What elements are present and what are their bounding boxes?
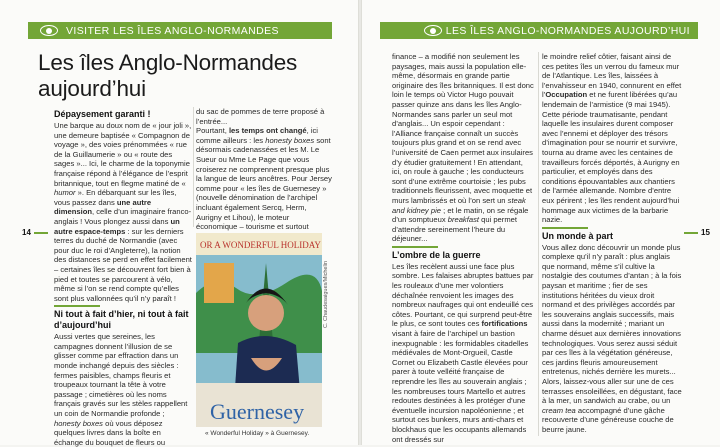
eye-icon <box>424 25 442 36</box>
left-column-2 <box>196 107 332 232</box>
section-heading: L’ombre de la guerre <box>392 246 534 261</box>
photo-caption: « Wonderful Holiday » à Guernesey. <box>205 430 310 437</box>
body-paragraph: Vous allez donc découvrir un monde plus complexe qu’il n’y paraît : plus anglais que normand, même s’il cultive la nostalgie des coutumes d’antan ; à la fois paysan et maritime ; fier de ses institutions héritées du vieux droit normand et des privilèges accordés par les souverains anglais successifs, mais aussi dans la modernité ; mariant un charme désuet aux dernières innovations technologiques. Vous serez aussi séduit par ces îles à la végétation généreuse, ces jardins fleuris amoureusement entretenus, nichés derrière les murets... Alors, laissez-vous aller sur une de ces terrasses ensoleillées, en dégustant, face à la mer, un sandwich au crabe, ou un cream tea accompagné d’une gâche recouverte d’une généreuse couche de beurre jaune. <box>542 242 682 434</box>
photo-illustration <box>196 233 322 427</box>
eye-icon <box>40 25 58 36</box>
page-number-15: 15 <box>701 228 710 237</box>
body-paragraph: Pourtant, les temps ont changé, ici comme ailleurs : les honesty boxes sont désormais cadenassées et les M. Le Sueur ou Mme Le Page que vous croiserez ne comprennent presque plus la langue de leurs ancêtres. Pour Jersey comme pour « les îles de Guernesey » (nouvelle dénomination de l’archipel incluant également Sercq, Herm, Aurigny et Lihou), le moteur économique – tourisme et surtout <box>196 126 332 232</box>
body-paragraph: Les îles recèlent aussi une face plus sombre. Les falaises abruptes battues par les rouleaux d’une mer volontiers déchaînée renvoient les images des nombreux naufrages qui ont endeuillé ces côtes. Pourtant, ce qui surprend peut-être le plus, ce sont toutes ces fortifications visant à faire de l’archipel un bastion inexpugnable : les formidables citadelles médiévales de Mont-Orgueil, Castle Cornet ou Elizabeth Castle élevées pour parer à toute velléité française de reprendre les îles au souverain anglais ; les nombreuses tours Martello et autres redoutes destinées à les protéger d’une éventuelle incursion napoléonienne ; et surtout ces bunkers, murs anti-chars et blockhaus que les occupants allemands ont dressés sur <box>392 261 534 444</box>
section-band-left <box>28 22 332 39</box>
page-number-14: 14 <box>22 228 31 237</box>
section-band-right <box>380 22 698 39</box>
section-heading: Un monde à part <box>542 227 684 242</box>
column-divider <box>193 107 194 227</box>
wonderful-holiday-photo <box>196 233 322 427</box>
left-column-1 <box>54 107 192 447</box>
body-paragraph: Une barque au doux nom de « jour joli », une demeure baptisée « Compagnon de voyage », des voies prénommées « rue de la Guillaumerie » ou « route des sages »... Ici, le charme de la toponymie française répond à l’élégance de l’esprit britannique, tout en flegme matiné de « humor ». En débarquant sur les îles, vous passez dans une autre dimension, celle d’un imaginaire franco-anglais ! Vous plongez aussi dans un autre espace-temps : sur les derniers terres du duché de Normandie (avec pour duc le roi d’Angleterre), la notion des distances se perd en effet facilement – certaines îles se découvrent fort bien à pied et toutes se parcourent à vélo, même si l’on se rend compte qu’elles sont plus vallonnées qu’il n’y paraît ! <box>54 121 192 303</box>
body-paragraph: le moindre relief côtier, faisant ainsi de ces petites îles un verrou du fameux mur de l’Atlantique. Les îles, laissées à l’envahisseur en 1940, connurent en effet l’Occupation et ne furent libérées qu’au lendemain de l’armistice (9 mai 1945). Cette période traumatisante, pendant laquelle les insulaires durent composer avec l’ennemi et déployer des trésors d’imagination pour se nourrir et survivre, tourna au drame avec les centaines de travailleurs forcés déportés, à Aurigny en particulier, et employés dans des conditions épouvantables aux chantiers de l’armée allemande. Nombre d’entre eux périrent ; les îles rendent aujourd’hui hommage aux victimes de la barbarie nazie. <box>542 52 682 225</box>
page-title: Les îles Anglo-Normandes aujourd’hui <box>38 50 298 101</box>
section-heading: Dépaysement garanti ! <box>54 109 151 119</box>
section-label-left: VISITER LES ÎLES ANGLO-NORMANDES <box>66 24 279 37</box>
page-number-right <box>684 228 710 237</box>
page-tick <box>34 232 48 234</box>
section-heading: Ni tout à fait d’hier, ni tout à fait d’aujourd’hui <box>54 305 192 331</box>
body-paragraph: Aussi vertes que sereines, les campagnes donnent l’illusion de se glisser comme par effraction dans un monde inchangé depuis des siècles : fermes paisibles, champs fleuris et troupeaux tournant la tête à votre passage ; cimetières où les noms français gravés sur les stèles rappellent un coin de Normandie profonde ; honesty boxes où vous déposez quelques livres dans la boîte en échange du bouquet de fleurs ou <box>54 332 188 447</box>
right-column-1 <box>392 52 534 444</box>
page-tick <box>684 232 698 234</box>
section-label-right: LES ÎLES ANGLO-NORMANDES AUJOURD’HUI <box>445 24 690 37</box>
right-column-2 <box>542 52 684 440</box>
body-paragraph: du sac de pommes de terre proposé à l’entrée... <box>196 107 325 126</box>
left-page <box>0 0 358 445</box>
right-page <box>362 0 720 445</box>
page-number-left <box>22 228 48 237</box>
sign-bottom-text: Guernesey <box>210 399 305 424</box>
body-paragraph: finance – a modifié non seulement les paysages, mais aussi la population elle-même, désormais en grande partie originaire des îles britanniques. Il est donc loin le temps où Victor Hugo pouvait passer quinze ans dans les îles Anglo-Normandes sans parler un seul mot d’anglais... Un espoir cependant : l’Alliance française connaît un succès toujours plus grand et on se rend avec l’université de Caen permet aux insulaires d’y étudier gratuitement ! En attendant, ici, on roule à gauche ; les conducteurs sont d’une extrême courtoisie ; les pubs traditionnels fleurissent, avec moquette et murs lambrissés et où l’on sert un steak and kidney pie ; et le matin, on se régale d’un somptueux breakfast qui permet d’attendre sereinement l’heure du déjeuner... <box>392 52 534 244</box>
sign-top-text: OR A WONDERFUL HOLIDAY <box>200 240 321 250</box>
column-divider <box>538 52 539 436</box>
photo-credit: C. Chaudesaigues/Michelin <box>323 261 329 328</box>
